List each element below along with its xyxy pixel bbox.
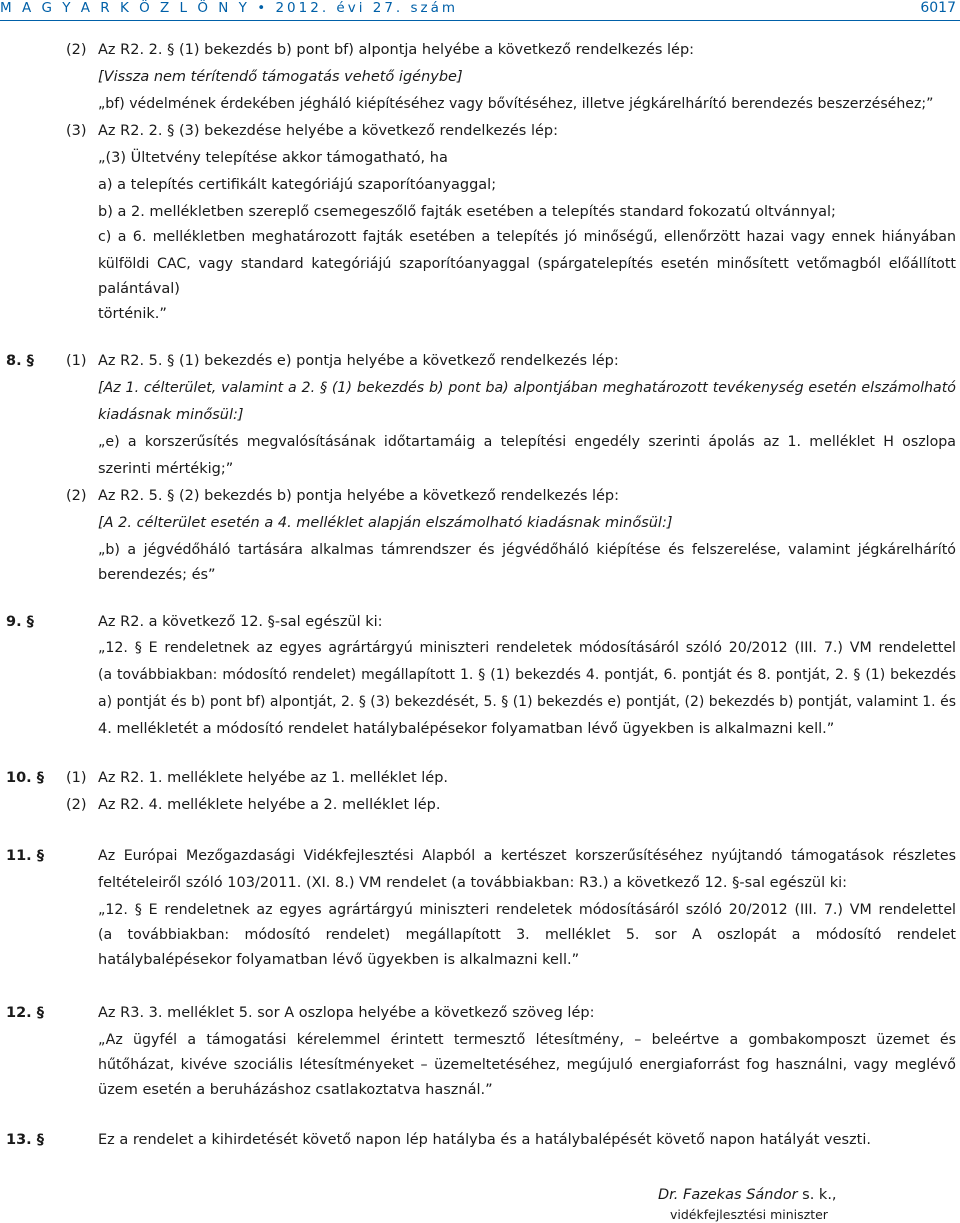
quoted-text: 4. mellékletét a módosító rendelet hatálybalépésekor folyamatban lévő ügyekben is alkalmazni kell.” — [98, 721, 835, 737]
quoted-text: a) pontját és b) pont bf) alpontját, 2. § (3) bekezdését, 5. § (1) bekezdés e) pontját, (2) bekezdés b) pontját, valamint 1. és — [98, 694, 956, 710]
quoted-text: berendezés; és” — [98, 567, 216, 583]
section-number: 8. § — [6, 353, 34, 369]
paragraph-text: Az Európai Mezőgazdasági Vidékfejlesztési Alapból a kertészet korszerűsítéséhez nyújtandó támogatások részletes — [98, 848, 956, 864]
section-number: 11. § — [6, 848, 44, 864]
quoted-text: szerinti mértékig;” — [98, 461, 234, 477]
quoted-text: b) a 2. mellékletben szereplő csemegeszőlő fajták esetében a telepítés standard fokozatú oltvánnyal; — [98, 204, 836, 220]
paragraph-number: (2) — [66, 42, 87, 58]
paragraph-number: (3) — [66, 123, 87, 139]
bracket-heading: [Az 1. célterület, valamint a 2. § (1) bekezdés b) pont ba) alpontjában meghatározott tevékenység esetén elszámolható — [98, 380, 956, 396]
quoted-text: c) a 6. mellékletben meghatározott fajták esetében a telepítés jó minőségű, ellenőrzött hazai vagy ennek hiányában — [98, 229, 956, 245]
section-number: 13. § — [6, 1132, 44, 1148]
quoted-text: (a továbbiakban: módosító rendelet) megállapított 3. melléklet 5. sor A oszlopát a módosító rendelet — [98, 927, 956, 943]
paragraph-text: Az R2. a következő 12. §-sal egészül ki: — [98, 614, 383, 630]
paragraph-text: Az R2. 5. § (1) bekezdés e) pontja helyébe a következő rendelkezés lép: — [98, 353, 619, 369]
quoted-text: üzem esetén a beruházáshoz csatlakoztatva használ.” — [98, 1082, 493, 1098]
paragraph-text: Az R2. 2. § (3) bekezdése helyébe a következő rendelkezés lép: — [98, 123, 558, 139]
quoted-text: „12. § E rendeletnek az egyes agrártárgyú miniszteri rendeletek módosításáról szóló 20/2012 (III. 7.) VM rendelettel — [98, 902, 956, 918]
paragraph-number: (1) — [66, 353, 87, 369]
quoted-text: „Az ügyfél a támogatási kérelemmel érintett termesztő létesítmény, – beleértve a gombakomposzt üzemet és — [98, 1032, 956, 1048]
signature-line — [658, 1187, 837, 1203]
signature-suffix: s. k., — [797, 1187, 837, 1203]
quoted-text: „e) a korszerűsítés megvalósításának időtartamáig a telepítési engedély szerinti ápolás az 1. melléklet H oszlopa — [98, 434, 956, 450]
paragraph-number: (2) — [66, 797, 87, 813]
quoted-text: palántával) — [98, 281, 180, 297]
quoted-text: „bf) védelmének érdekében jégháló kiépítéséhez vagy bővítéséhez, illetve jégkárelhárító berendezés beszerzéséhez;” — [98, 96, 934, 112]
quoted-text: „12. § E rendeletnek az egyes agrártárgyú miniszteri rendeletek módosításáról szóló 20/2012 (III. 7.) VM rendelettel — [98, 640, 956, 656]
paragraph-text: Az R2. 2. § (1) bekezdés b) pont bf) alpontja helyébe a következő rendelkezés lép: — [98, 42, 695, 58]
paragraph-text: feltételeiről szóló 103/2011. (XI. 8.) VM rendelet (a továbbiakban: R3.) a következő 12. §-sal egészül ki: — [98, 875, 848, 891]
quoted-text: hűtőházat, kivéve szociális létesítményeket – üzemeltetéséhez, megújuló energiaforrást fog használni, vagy meglévő — [98, 1057, 956, 1073]
quoted-text: „(3) Ültetvény telepítése akkor támogatható, ha — [98, 150, 448, 166]
bracket-heading: [Vissza nem térítendő támogatás vehető igénybe] — [98, 69, 463, 85]
section-number: 12. § — [6, 1005, 44, 1021]
signatory-title: vidékfejlesztési miniszter — [670, 1207, 828, 1222]
bracket-heading: [A 2. célterület esetén a 4. melléklet alapján elszámolható kiadásnak minősül:] — [98, 515, 673, 531]
quoted-text: hatálybalépésekor folyamatban lévő ügyekben is alkalmazni kell.” — [98, 952, 580, 968]
paragraph-text: Ez a rendelet a kihirdetését követő napon lép hatályba és a hatálybalépését követő napon hatályát veszti. — [98, 1132, 871, 1148]
section-number: 10. § — [6, 770, 44, 786]
paragraph-text: Az R3. 3. melléklet 5. sor A oszlopa helyébe a következő szöveg lép: — [98, 1005, 595, 1021]
section-number: 9. § — [6, 614, 34, 630]
quoted-text: történik.” — [98, 306, 167, 322]
paragraph-text: Az R2. 4. melléklete helyébe a 2. melléklet lép. — [98, 797, 441, 813]
publication-title: M A G Y A R K Ö Z L Ö N Y • 2012. évi 27. szám — [0, 0, 459, 16]
quoted-text: (a továbbiakban: módosító rendelet) megállapított 1. § (1) bekezdés 4. pontját, 6. pontját és 8. pontját, 2. § (1) bekezdés — [98, 667, 956, 683]
quoted-text: „b) a jégvédőháló tartására alkalmas támrendszer és jégvédőháló kiépítése és felszerelése, valamint jégkárelhárító — [98, 542, 956, 558]
quoted-text: a) a telepítés certifikált kategóriájú szaporítóanyaggal; — [98, 177, 497, 193]
signatory-name: Dr. Fazekas Sándor — [658, 1187, 798, 1203]
paragraph-text: Az R2. 1. melléklete helyébe az 1. melléklet lép. — [98, 770, 449, 786]
bracket-heading: kiadásnak minősül:] — [98, 407, 244, 423]
page-number: 6017 — [920, 0, 956, 16]
paragraph-number: (2) — [66, 488, 87, 504]
paragraph-number: (1) — [66, 770, 87, 786]
quoted-text: külföldi CAC, vagy standard kategóriájú szaporítóanyaggal (spárgatelepítés esetén minősített vetőmagból előállított — [98, 256, 956, 272]
paragraph-text: Az R2. 5. § (2) bekezdés b) pontja helyébe a következő rendelkezés lép: — [98, 488, 620, 504]
